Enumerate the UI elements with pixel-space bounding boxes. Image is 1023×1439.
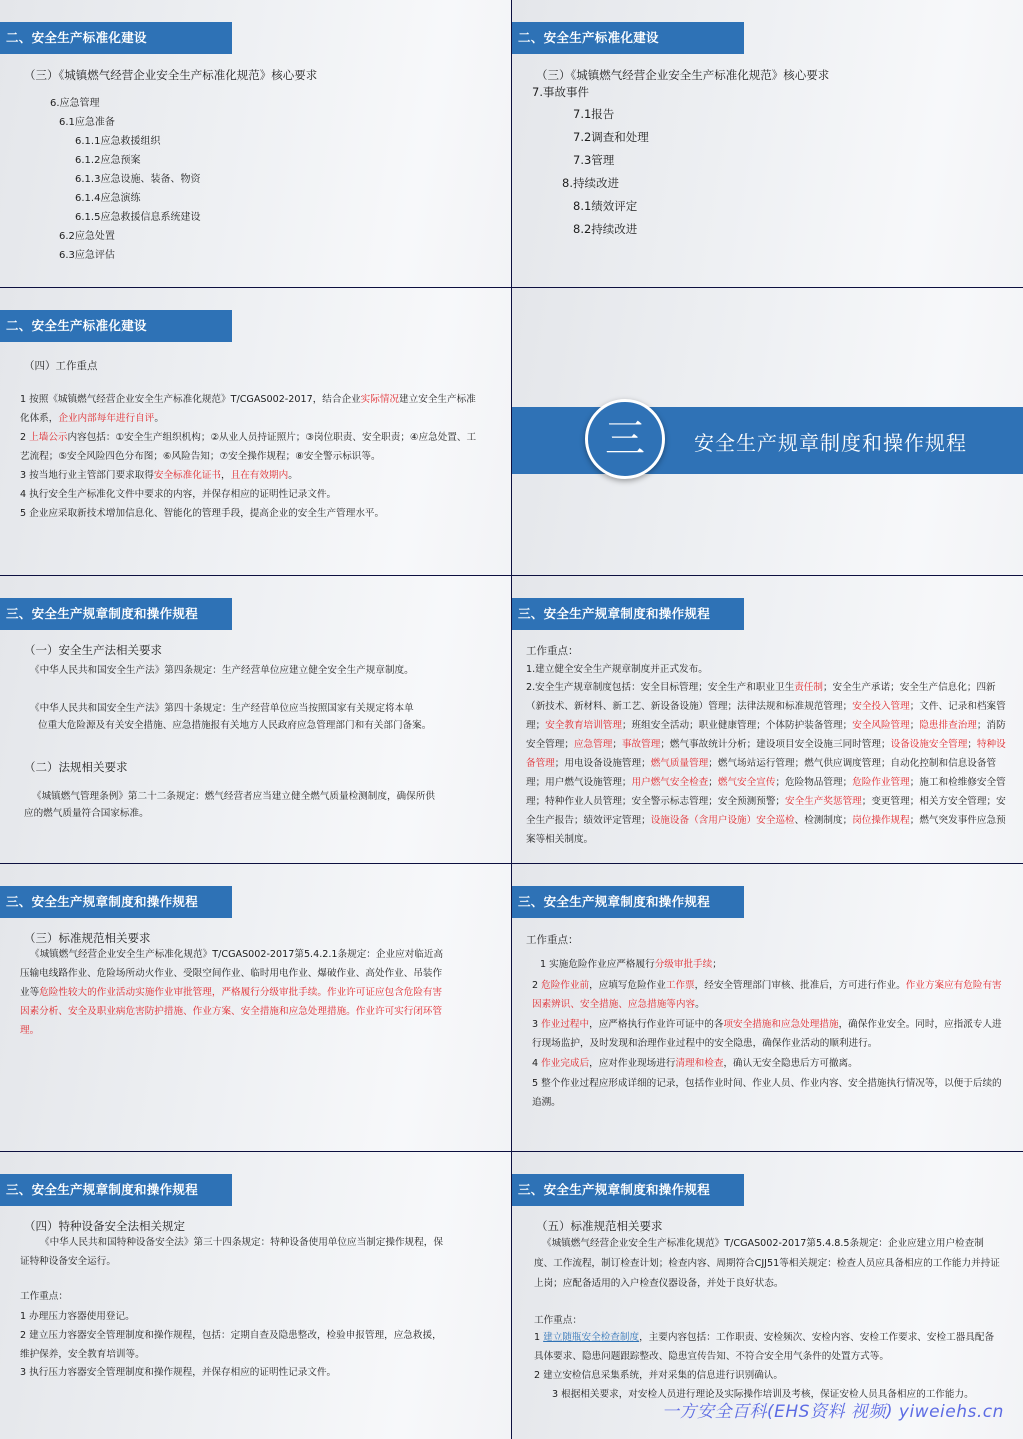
law-text: 位重大危险源及有关安全措施、应急措施报有关地方人民政府应急管理部门和有关部门备案。 <box>38 720 432 731</box>
slide-header: 三、安全生产规章制度和操作规程 <box>512 886 744 918</box>
outline-item: 8.1绩效评定 <box>573 199 638 213</box>
law-text: 《城镇燃气管理条例》第二十二条规定：燃气经营者应当建立健全燃气质量检测制度，确保所供应的燃气质量符合国家标准。 <box>24 791 435 819</box>
point-2: 2.安全生产规章制度包括：安全目标管理；安全生产和职业卫生责任制；安全生产承诺；安全生产信息化；四新（新技术、新材料、新工艺、新设备设施）管理；法律法规和标准规范管理；安全投入管理；文件、记录和档案管理；安全教育培训管理；班组安全活动；职业健康管理；个体防护装备管理；安全风险管理；隐患排查治理；消防安全管理；应急管理；事故管理；燃气事故统计分析；建设项目安全设施三同时管理；设备设施安全管理；特种设备管理；用电设备设施管理；燃气质量管理；燃气场站运行管理；燃气供应调度管理；自动化控制和信息设备管理；用户燃气设施管理；用户燃气安全检查；燃气安全宣传；危险物品管理；危险作业管理；施工和检维修安全管理；特种作业人员管理；安全警示标志管理；安全预测预警；安全生产奖惩管理；变更管理；相关方安全管理；安全生产报告；绩效评定管理；设施设备（含用户设施）安全巡检、检测制度；岗位操作规程；燃气突发事件应急预案等相关制度。 <box>526 682 1006 845</box>
slide-10[interactable] <box>512 1152 1023 1439</box>
outline-item: 6.应急管理 <box>50 98 100 109</box>
slide-header: 三、安全生产规章制度和操作规程 <box>0 886 232 918</box>
section-number-badge: 三 <box>585 399 665 479</box>
slide-subtitle: （四）工作重点 <box>24 360 98 372</box>
point-3: 3 按当地行业主管部门要求取得安全标准化证书，且在有效期内。 <box>20 470 298 481</box>
work-focus-title: 工作重点： <box>534 1315 582 1326</box>
standard-text: 《城镇燃气经营企业安全生产标准化规范》T/CGAS002-2017第5.4.8.5条规定：企业应建立用户检查制度、工作流程，制订检查计划；检查内容、周期符合CJJ51等相关规定：检查人员应具备相应的工作能力并持证上岗；应配备适用的入户检查仪器设备，并处于良好状态。 <box>534 1238 1000 1289</box>
slide-5[interactable] <box>0 576 511 863</box>
slide-9[interactable] <box>0 1152 511 1439</box>
point-3: 3 根据相关要求，对安检人员进行理论及实际操作培训及考核，保证安检人员具备相应的工作能力。 <box>552 1389 974 1400</box>
point-3: 3 作业过程中，应严格执行作业许可证中的各项安全措施和应急处理措施，确保作业安全。同时，应指派专人进行现场监护，及时发现和治理作业过程中的安全隐患，确保作业活动的顺利进行。 <box>532 1019 1002 1049</box>
slide-2[interactable] <box>512 0 1023 287</box>
outline-item: 6.1.1应急救援组织 <box>75 136 161 147</box>
slide-3[interactable] <box>0 288 511 575</box>
point-5: 5 企业应采取新技术增加信息化、智能化的管理手段，提高企业的安全生产管理水平。 <box>20 508 385 519</box>
law-text: 《中华人民共和国特种设备安全法》第三十四条规定：特种设备使用单位应当制定操作规程，保证特种设备安全运行。 <box>20 1237 443 1267</box>
work-focus-title: 工作重点： <box>526 645 579 657</box>
slide-subtitle: （三）《城镇燃气经营企业安全生产标准化规范》核心要求 <box>536 68 830 82</box>
outline-item: 7.2调查和处理 <box>573 130 649 144</box>
point-3: 3 执行压力容器安全管理制度和操作规程，并保存相应的证明性记录文件。 <box>20 1367 337 1378</box>
work-focus-title: 工作重点： <box>526 934 579 946</box>
section-subtitle: （四）特种设备安全法相关规定 <box>24 1219 185 1233</box>
slide-8[interactable] <box>512 864 1023 1151</box>
outline-item: 6.3应急评估 <box>59 250 115 261</box>
slide-4-section-cover[interactable] <box>512 288 1023 575</box>
law-text: 《中华人民共和国安全生产法》第四条规定：生产经营单位应建立健全安全生产规章制度。 <box>30 665 414 676</box>
section-subtitle: （一）安全生产法相关要求 <box>24 643 162 657</box>
slide-header: 二、安全生产标准化建设 <box>512 22 744 54</box>
standard-text: 《城镇燃气经营企业安全生产标准化规范》T/CGAS002-2017第5.4.2.1条规定：企业应对临近高压输电线路作业、危险场所动火作业、受限空间作业、临时用电作业、爆破作业、高处作业、吊装作业等危险性较大的作业活动实施作业审批管理，严格履行分级审批手续。作业许可证应包含危险有害因素分析、安全及职业病危害防护措施、作业方案、安全措施和应急处理措施。作业许可实行闭环管理。 <box>20 949 444 1036</box>
slide-header: 三、安全生产规章制度和操作规程 <box>0 1174 232 1206</box>
watermark: 一方安全百科(EHS资料 视频) yiweiehs.cn <box>662 1402 1004 1422</box>
point-2: 2 上墙公示内容包括：①安全生产组织机构；②从业人员持证照片；③岗位职责、安全职责；④应急处置、工艺流程；⑤安全风险四色分布图；⑥风险告知；⑦安全操作规程；⑧安全警示标识等。 <box>20 432 477 462</box>
point-4: 4 作业完成后，应对作业现场进行清理和检查，确认无安全隐患后方可撤离。 <box>532 1058 858 1069</box>
outline-item: 7.事故事件 <box>532 85 589 99</box>
slide-1[interactable] <box>0 0 511 287</box>
slide-header: 二、安全生产标准化建设 <box>0 310 232 342</box>
section-subtitle: （二）法规相关要求 <box>24 760 128 774</box>
point-2: 2 建立安检信息采集系统，并对采集的信息进行识别确认。 <box>534 1370 783 1381</box>
outline-item: 6.1.5应急救援信息系统建设 <box>75 212 201 223</box>
point-1: 1 按照《城镇燃气经营企业安全生产标准化规范》T/CGAS002-2017，结合企业实际情况建立安全生产标准化体系，企业内部每年进行自评。 <box>20 394 476 424</box>
point-1: 1 建立随瓶安全检查制度，主要内容包括：工作职责、安检频次、安检内容、安检工作要求、安检工器具配备具体要求、隐患问题跟踪整改、隐患宣传告知、不符合安全用气条件的处置方式等。 <box>534 1332 995 1362</box>
section-subtitle: （三）标准规范相关要求 <box>24 931 151 945</box>
outline-item: 7.3管理 <box>573 153 615 167</box>
slide-header: 三、安全生产规章制度和操作规程 <box>512 1174 744 1206</box>
outline-item: 8.2持续改进 <box>573 222 638 236</box>
work-focus-title: 工作重点： <box>20 1291 68 1302</box>
slide-subtitle: （三）《城镇燃气经营企业安全生产标准化规范》核心要求 <box>24 68 318 82</box>
slide-6[interactable] <box>512 576 1023 863</box>
outline-item: 7.1报告 <box>573 107 615 121</box>
point-1: 1 办理压力容器使用登记。 <box>20 1311 135 1322</box>
outline-item: 6.1.3应急设施、装备、物资 <box>75 174 201 185</box>
section-subtitle: （五）标准规范相关要求 <box>536 1219 663 1233</box>
outline-item: 6.1应急准备 <box>59 117 115 128</box>
law-text: 《中华人民共和国安全生产法》第四十条规定：生产经营单位应当按照国家有关规定将本单 <box>30 703 414 714</box>
inspection-system-link[interactable]: 建立随瓶安全检查制度 <box>543 1332 640 1343</box>
point-2: 2 建立压力容器安全管理制度和操作规程，包括：定期自查及隐患整改，检验申报管理，应急救援，维护保养，安全教育培训等。 <box>20 1330 442 1360</box>
slide-header: 三、安全生产规章制度和操作规程 <box>0 598 232 630</box>
outline-item: 6.1.4应急演练 <box>75 193 141 204</box>
point-1: 1.建立健全安全生产规章制度并正式发布。 <box>526 664 708 675</box>
point-2: 2 危险作业前，应填写危险作业工作票，经安全管理部门审核、批准后，方可进行作业。作业方案应有危险有害因素辨识、安全措施、应急措施等内容。 <box>532 980 1002 1010</box>
point-5: 5 整个作业过程应形成详细的记录，包括作业时间、作业人员、作业内容、安全措施执行情况等，以便于后续的追溯。 <box>532 1078 1002 1108</box>
point-4: 4 执行安全生产标准化文件中要求的内容，并保存相应的证明性记录文件。 <box>20 489 337 500</box>
point-1: 1 实施危险作业应严格履行分级审批手续； <box>540 959 722 970</box>
outline-item: 6.1.2应急预案 <box>75 155 141 166</box>
slide-header: 二、安全生产标准化建设 <box>0 22 232 54</box>
outline-item: 8.持续改进 <box>562 176 619 190</box>
slide-header: 三、安全生产规章制度和操作规程 <box>512 598 744 630</box>
outline-item: 6.2应急处置 <box>59 231 115 242</box>
slide-7[interactable] <box>0 864 511 1151</box>
section-title: 安全生产规章制度和操作规程 <box>694 431 967 455</box>
